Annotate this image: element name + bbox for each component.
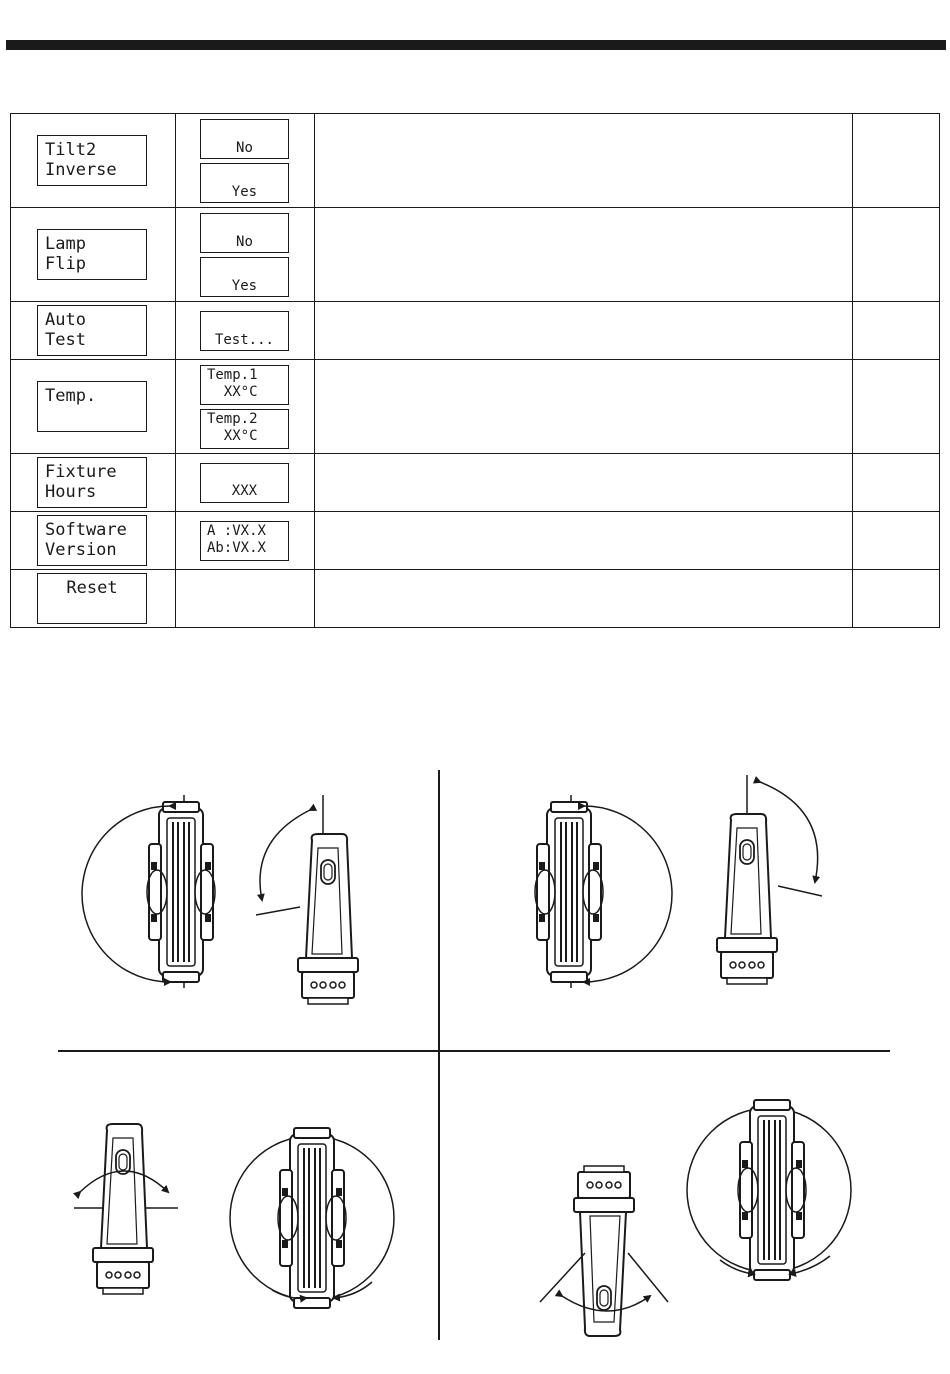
notes-cell [853, 454, 940, 512]
value-lcd-display: No [200, 213, 289, 253]
fixture-front-view-q2 [717, 775, 822, 984]
value-cell [175, 114, 314, 208]
menu-row [11, 360, 940, 454]
fixture-side-view-q2 [535, 795, 672, 988]
menu-cell [11, 512, 176, 570]
orientation-diagram [0, 760, 950, 1360]
menu-cell [11, 114, 176, 208]
value-cell [175, 454, 314, 512]
menu-row [11, 454, 940, 512]
menu-lcd-display: Lamp Flip [37, 229, 147, 280]
value-lcd-display: Temp.2 XX°C [200, 409, 289, 449]
value-lcd-display: Yes [200, 257, 289, 297]
value-cell [175, 360, 314, 454]
value-cell [175, 302, 314, 360]
menu-row [11, 114, 940, 208]
menu-row [11, 302, 940, 360]
value-cell [175, 208, 314, 302]
fixture-side-view-q4 [687, 1100, 851, 1280]
description-cell [314, 302, 852, 360]
description-cell [314, 360, 852, 454]
header-rule [6, 40, 946, 50]
value-cell [175, 570, 314, 628]
menu-cell [11, 570, 176, 628]
value-lcd-display: Yes [200, 163, 289, 203]
fixture-front-view-q4-inverted [540, 1166, 668, 1336]
notes-cell [853, 360, 940, 454]
description-cell [314, 512, 852, 570]
description-cell [314, 570, 852, 628]
description-cell [314, 114, 852, 208]
menu-lcd-display: Fixture Hours [37, 457, 147, 508]
menu-row [11, 570, 940, 628]
description-cell [314, 454, 852, 512]
value-lcd-display: A :VX.X Ab:VX.X [200, 521, 289, 561]
fixture-side-view-q1 [82, 795, 215, 988]
menu-table [10, 113, 940, 628]
menu-cell [11, 302, 176, 360]
notes-cell [853, 302, 940, 360]
menu-lcd-display: Tilt2 Inverse [37, 135, 147, 186]
menu-cell [11, 360, 176, 454]
menu-lcd-display: Reset [37, 573, 147, 624]
menu-cell [11, 454, 176, 512]
value-lcd-display: Temp.1 XX°C [200, 365, 289, 405]
menu-cell [11, 208, 176, 302]
value-lcd-display: XXX [200, 463, 289, 503]
notes-cell [853, 512, 940, 570]
fixture-front-view-q3 [74, 1124, 178, 1294]
description-cell [314, 208, 852, 302]
menu-lcd-display: Software Version [37, 515, 147, 566]
fixture-front-view-q1 [256, 795, 358, 1004]
notes-cell [853, 570, 940, 628]
value-lcd-display: Test... [200, 311, 289, 351]
value-lcd-display: No [200, 119, 289, 159]
menu-row [11, 512, 940, 570]
menu-lcd-display: Temp. [37, 381, 147, 432]
menu-lcd-display: Auto Test [37, 305, 147, 356]
fixture-side-view-q3 [230, 1128, 394, 1308]
value-cell [175, 512, 314, 570]
notes-cell [853, 208, 940, 302]
notes-cell [853, 114, 940, 208]
menu-row [11, 208, 940, 302]
